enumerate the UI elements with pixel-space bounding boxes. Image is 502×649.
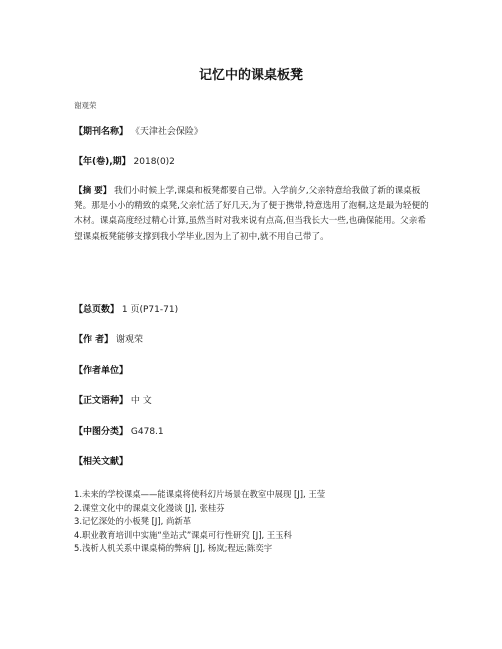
journal-value: 《天津社会保险》 (130, 127, 203, 137)
language-field (74, 394, 152, 408)
language-value: 中 文 (130, 396, 152, 406)
pages-value: 1 页(P71-71) (121, 305, 179, 315)
year-label: 【年(卷),期】 (74, 157, 131, 167)
related-item[interactable]: 2.课堂文化中的课桌文化漫谈 [J], 张桂芬 (74, 502, 225, 513)
related-item[interactable]: 1.未来的学校课桌——能课桌将使科幻片场景在教室中展现 [J], 王莹 (74, 489, 326, 499)
authors-label: 【作 者】 (74, 335, 114, 345)
related-field (74, 455, 128, 469)
abstract-label: 【摘 要】 (74, 186, 112, 196)
related-label: 【相关文献】 (74, 457, 129, 467)
classification-label: 【中图分类】 (74, 427, 129, 437)
year-value: 2018(0)2 (133, 157, 175, 167)
related-item[interactable]: 4.职业教育培训中实施“坐站式”课桌可行性研究 [J], 王玉科 (74, 529, 292, 540)
year-field (74, 155, 175, 169)
abstract-text: 我们小时候上学,课桌和板凳都要自己带。入学前夕,父亲特意给我做了新的课桌板凳。那是小小的精致的桌凳,父亲忙活了好几天,为了便于携带,特意选用了泡桐,这是最为轻便的木材。课桌高度经过精心计算,虽然当时对我来说有点高,但当我长大一些,也确保能用。父亲希望课桌板凳能够支撑到我小学毕业,因为上了初中,就不用自己带了。 (74, 186, 429, 242)
author-line: 谢观荣 (74, 101, 97, 110)
document-title: 记忆中的课桌板凳 (198, 68, 303, 83)
classification-field (74, 425, 164, 439)
related-list (74, 488, 325, 556)
journal-field (74, 125, 203, 139)
related-item[interactable]: 3.记忆深处的小板凳 [J], 尚新革 (74, 516, 192, 527)
authors-value: 谢观荣 (116, 335, 144, 345)
pages-label: 【总页数】 (74, 305, 120, 315)
abstract-field (74, 184, 434, 245)
journal-label: 【期刊名称】 (74, 127, 129, 137)
language-label: 【正文语种】 (74, 396, 129, 406)
pages-field (74, 303, 178, 317)
authors-field (74, 333, 143, 347)
classification-value: G478.1 (130, 427, 164, 437)
affiliation-label: 【作者单位】 (74, 366, 129, 376)
affiliation-field (74, 364, 128, 378)
related-item[interactable]: 5.浅析人机关系中课桌椅的弊病 [J], 杨岚;程远;陈奕宇 (74, 543, 273, 554)
